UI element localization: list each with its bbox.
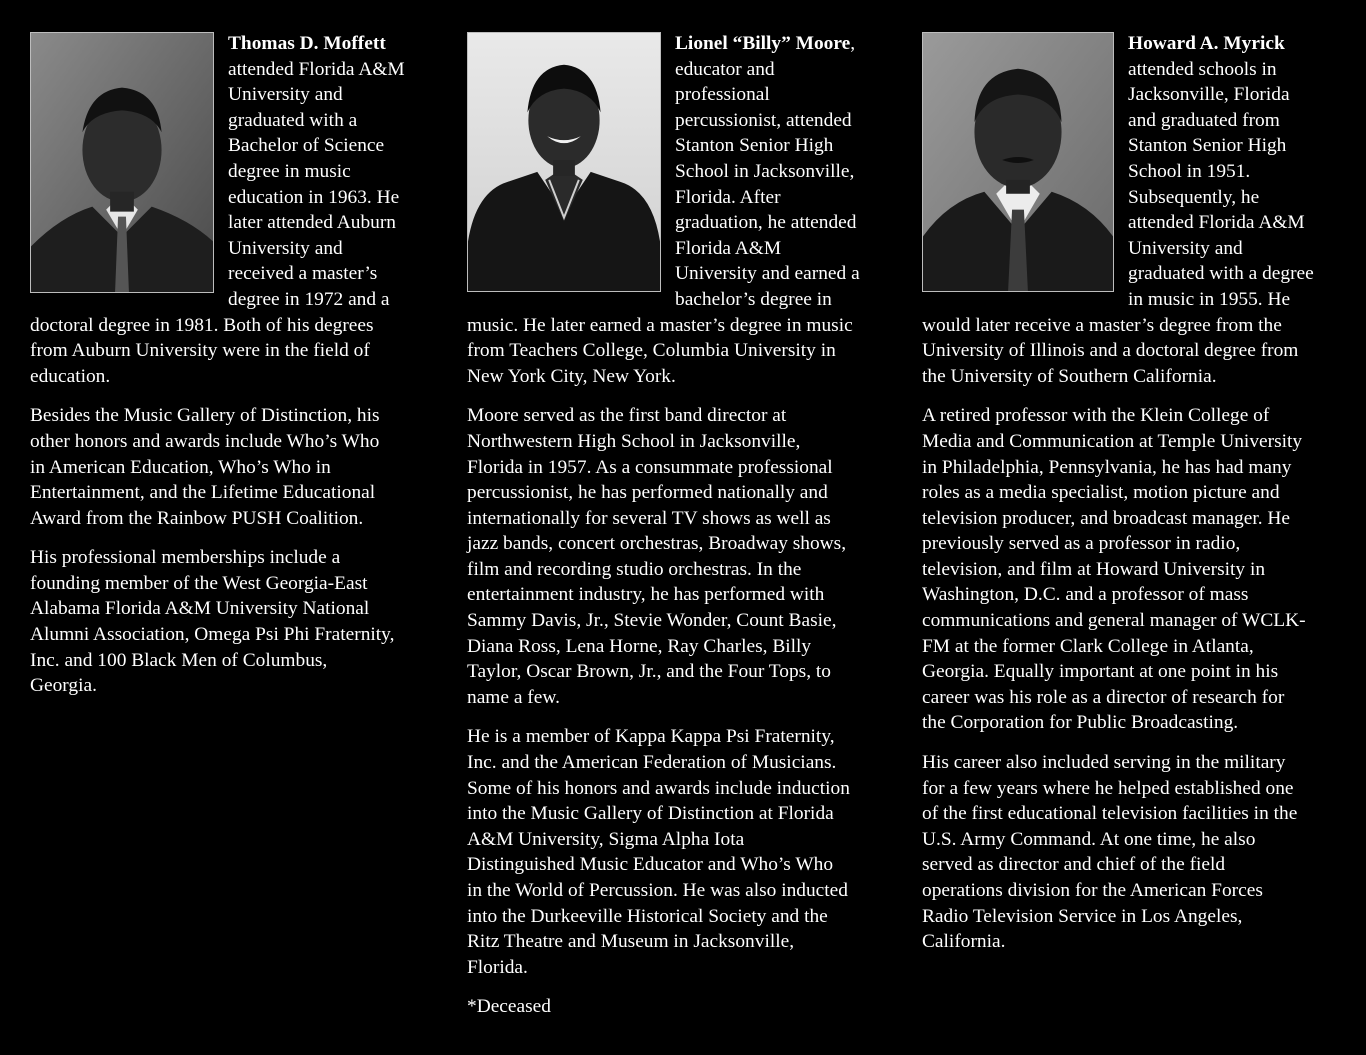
portrait-image [468, 33, 660, 291]
bio-paragraph: His professional memberships include a founding member of the West Georgia-East Alabama Florida A&M University National Alumni Association, Omega Psi Phi Fraternity, Inc. and 100 Black Men of Columbus, Georgia. [30, 547, 395, 697]
portrait-photo [922, 32, 1114, 292]
intro-text: educator and professional percussionist, attended Stanton Senior High School in Jacksonville, Florida. After graduation, he attended Florida A&M University and earned a bachelor’s degree in music. He later earned a master’s degree in music from Teachers College, Columbia University in New York City, New York. [467, 58, 860, 387]
intro-text: attended schools in Jacksonville, Florida and graduated from Stanton Senior High School in 1951. Subsequently, he attended Florida A&M University and graduated with a degree in music in 1955. He would later receive a master’s degree from the University of Illinois and a doctoral degree from the University of Southern California. [922, 58, 1314, 387]
portrait-photo [30, 32, 214, 293]
bio-column-moffett [30, 31, 426, 713]
bio-column-myrick [922, 31, 1336, 969]
bio-paragraph: Besides the Music Gallery of Distinction, his other honors and awards include Who’s Who in American Education, Who’s Who in Entertainment, and the Lifetime Educational Award from the Rainbow PUSH Coalition. [30, 405, 380, 529]
bio-column-moore [467, 31, 883, 1034]
person-name: Howard A. Myrick [1128, 33, 1285, 54]
person-name: Lionel “Billy” Moore [675, 33, 851, 54]
portrait-image [923, 33, 1113, 291]
intro-text: attended Florida A&M University and graduated with a Bachelor of Science degree in music education in 1963. He later attended Auburn University and received a master’s degree in 1972 and a doctoral degree in 1981. Both of his degrees from Auburn University were in the field of education. [30, 58, 405, 387]
portrait-photo [467, 32, 661, 292]
portrait-image [31, 33, 213, 292]
bio-paragraph: His career also included serving in the military for a few years where he helped established one of the first educational television facilities in the U.S. Army Command. At one time, he also served as director and chief of the field operations division for the American Forces Radio Television Service in Los Angeles, California. [922, 752, 1298, 953]
bio-paragraph: He is a member of Kappa Kappa Psi Fraternity, Inc. and the American Federation of Musicians. Some of his honors and awards include induction into the Music Gallery of Distinction at Florida A&M University, Sigma Alpha Iota Distinguished Music Educator and Who’s Who in the World of Percussion. He was also inducted into the Durkeeville Historical Society and the Ritz Theatre and Museum in Jacksonville, Florida. [467, 726, 850, 978]
deceased-note: *Deceased [467, 996, 551, 1018]
bio-paragraph: Moore served as the first band director at Northwestern High School in Jacksonville, Florida in 1957. As a consummate professional percussionist, he has performed nationally and internationally for several TV shows as well as jazz bands, concert orchestras, Broadway shows, film and recording studio orchestras. In the entertainment industry, he has performed with Sammy Davis, Jr., Stevie Wonder, Count Basie, Diana Ross, Lena Horne, Ray Charles, Billy Taylor, Oscar Brown, Jr., and the Four Tops, to name a few. [467, 405, 847, 708]
person-name: Thomas D. Moffett [228, 33, 386, 54]
bio-paragraph: A retired professor with the Klein College of Media and Communication at Temple University in Philadelphia, Pennsylvania, he has had many roles as a media specialist, motion picture and television producer, and broadcast manager. He previously served as a professor in radio, television, and film at Howard University in Washington, D.C. and a professor of mass communications and general manager of WCLK- FM at the former Clark College in Atlanta, Georgia. Equally important at one point in his career was his role as a director of research for the Corporation for Public Broadcasting. [922, 405, 1306, 734]
name-suffix: , [850, 33, 856, 54]
